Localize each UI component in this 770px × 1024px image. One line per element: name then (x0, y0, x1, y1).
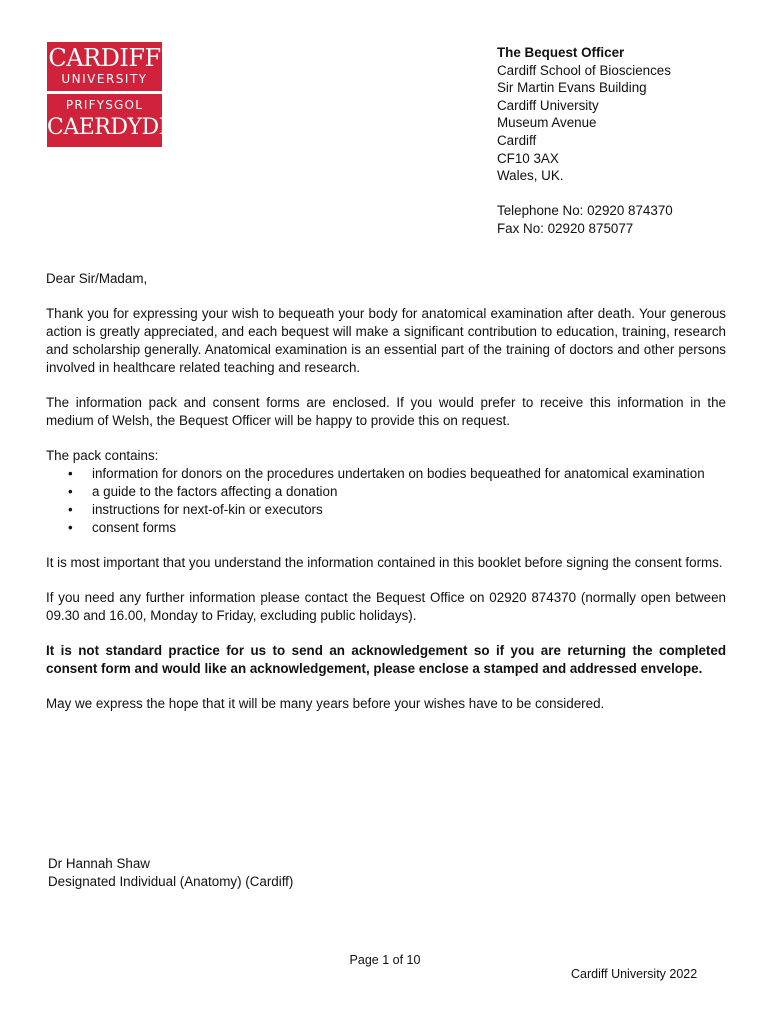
paragraph-information-pack: The information pack and consent forms are enclosed. If you would prefer to receive this information in the medium of Welsh, the Bequest Officer will be happy to provide this on request. (46, 395, 726, 428)
list-item: • a guide to the factors affecting a donation (46, 483, 726, 501)
cardiff-university-logo (47, 42, 176, 147)
logo-line-prifysgol: PRIFYSGOL (65, 98, 144, 112)
address-line: Museum Avenue (497, 115, 597, 131)
list-item: • instructions for next-of-kin or executors (46, 501, 726, 519)
paragraph-acknowledgement-notice: It is not standard practice for us to send an acknowledgement so if you are returning the completed consent form and would like an acknowledgement, please enclose a stamped and addressed envelope. (46, 643, 726, 676)
footer-copyright: Cardiff University 2022 (571, 967, 698, 981)
address-line: Cardiff (497, 132, 537, 148)
logo-line-caerdydd: CAERDYDD (47, 115, 176, 140)
logo-line-cardiff: CARDIFF (48, 44, 161, 72)
logo-divider (47, 91, 162, 94)
pack-contents-list (46, 465, 726, 537)
paragraph-contact: If you need any further information please contact the Bequest Office on 02920 874370 (normally open between 09.30 and 16.00, Monday to Friday, excluding public holidays). (46, 590, 726, 623)
salutation: Dear Sir/Madam, (46, 271, 148, 286)
list-item: • consent forms (46, 519, 726, 537)
fax-number: Fax No: 02920 875077 (497, 220, 634, 236)
address-line: Cardiff University (497, 97, 599, 113)
page-number: Page 1 of 10 (349, 953, 421, 967)
signatory-name: Dr Hannah Shaw (48, 856, 150, 871)
paragraph-thanks: Thank you for expressing your wish to bequeath your body for anatomical examination after death. Your generous action is greatly appreciated, and each bequest will make a significant contribution to education, training, research and scholarship generally. Anatomical examination is an essential part of the training of doctors and other persons involved in healthcare related teaching and research. (46, 306, 726, 375)
pack-contents-intro: The pack contains: (46, 448, 159, 463)
letter-body (46, 270, 726, 730)
paragraph-closing-hope: May we express the hope that it will be many years before your wishes have to be considered. (46, 696, 605, 711)
address-line: Cardiff School of Biosciences (497, 62, 671, 78)
telephone-number: Telephone No: 02920 874370 (497, 203, 673, 219)
signature-block (48, 855, 293, 890)
address-spacer (497, 185, 673, 203)
paragraph-understand: It is most important that you understand the information contained in this booklet before signing the consent forms. (46, 555, 723, 570)
logo-line-university: UNIVERSITY (61, 72, 148, 86)
signatory-role: Designated Individual (Anatomy) (Cardiff) (48, 873, 294, 889)
list-item: • information for donors on the procedures undertaken on bodies bequeathed for anatomical examination (46, 465, 726, 483)
recipient-address-block (497, 44, 673, 238)
address-line: Wales, UK. (497, 168, 564, 184)
address-line: Sir Martin Evans Building (497, 80, 647, 96)
address-title: The Bequest Officer (497, 45, 625, 60)
address-line: CF10 3AX (497, 150, 559, 166)
